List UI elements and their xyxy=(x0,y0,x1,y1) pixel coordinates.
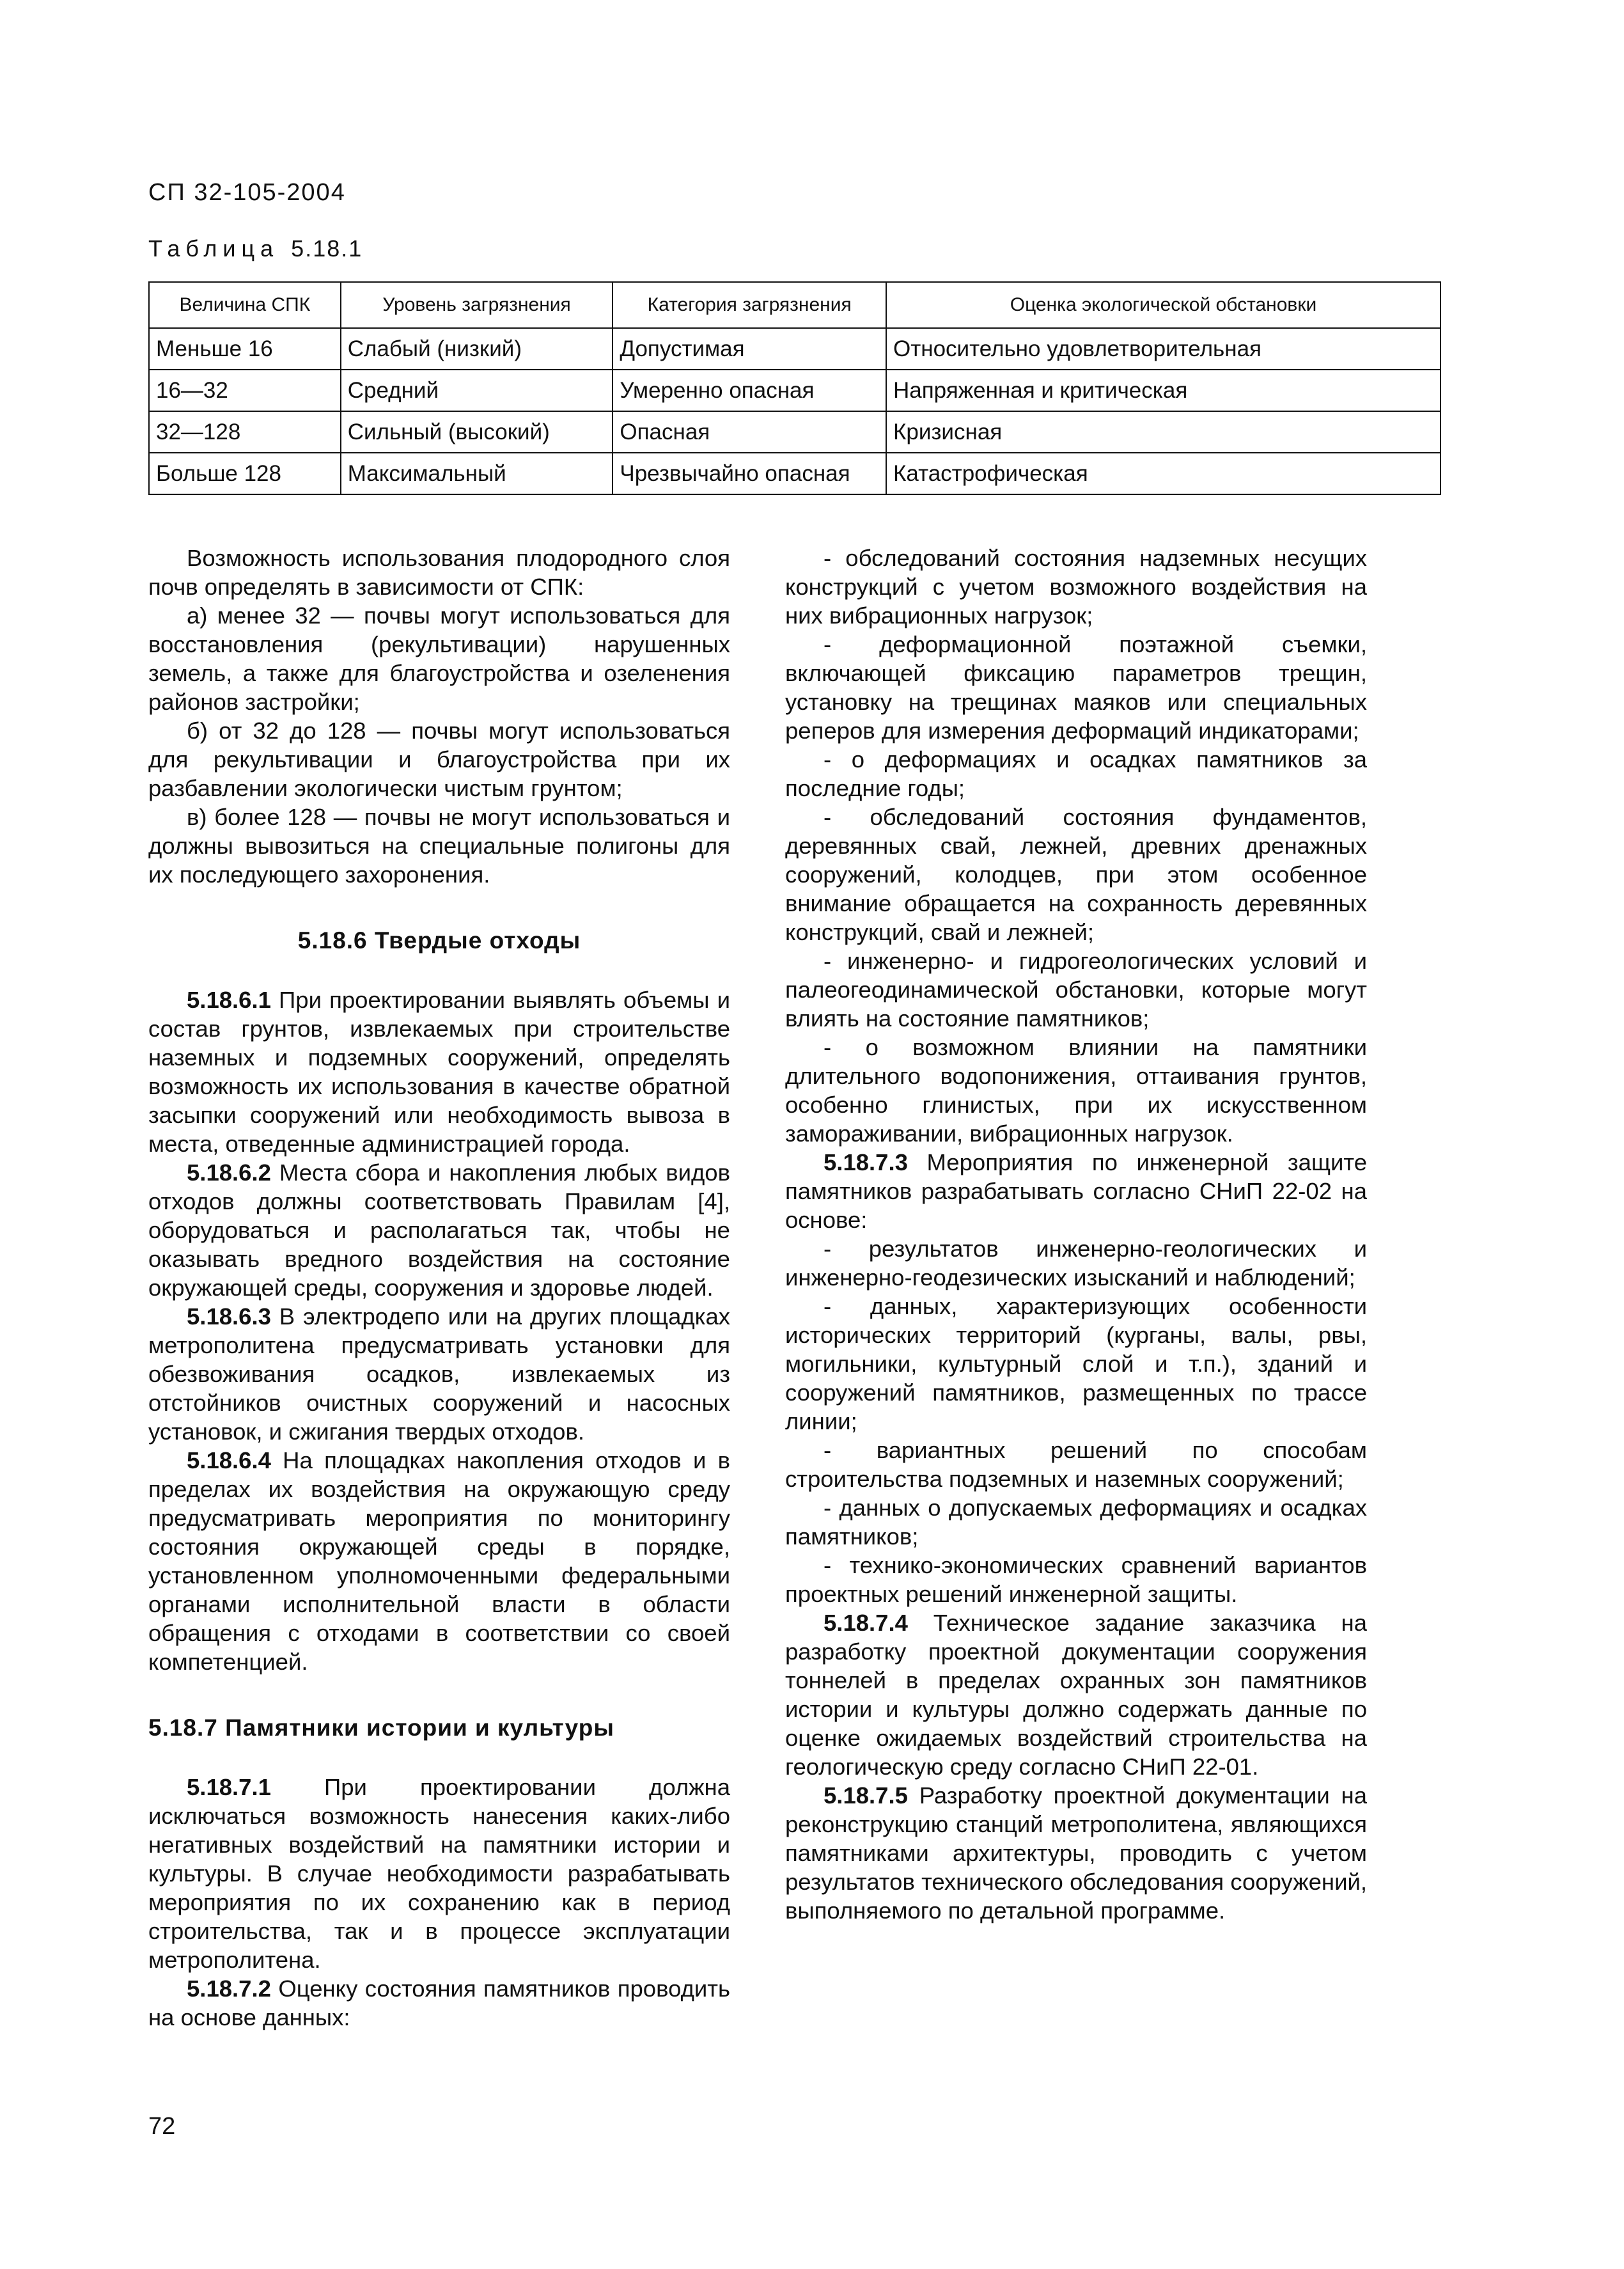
table-cell: Больше 128 xyxy=(149,453,341,494)
list-item: - данных, характеризующих особенности исторических территорий (курганы, валы, рвы, могильники, культурный слой и т.п.), зданий и сооружений памятников, размещенных по трассе линии; xyxy=(785,1293,1367,1434)
clause-text: При проектировании выявлять объемы и состав грунтов, извлекаемых при строительстве наземных и подземных сооружений, определять возможность их использования в качестве обратной засыпки сооружений или необходимость вывоза в места, отведенные администрацией города. xyxy=(148,987,730,1157)
list-item: - результатов инженерно-геологических и инженерно-геодезических изысканий и наблюдений; xyxy=(785,1236,1367,1291)
table-cell: Напряженная и критическая xyxy=(886,370,1441,411)
table-header-cell: Величина СПК xyxy=(149,282,341,328)
left-column xyxy=(148,544,730,2032)
list-item: - технико-экономических сравнений вариантов проектных решений инженерной защиты. xyxy=(785,1552,1367,1607)
clause-text: Разработку проектной документации на реконструкцию станций метрополитена, являющихся памятниками архитектуры, проводить с учетом результатов технического обследования сооружений, выполняемого по детальной программе. xyxy=(785,1782,1367,1924)
list-item: - о возможном влиянии на памятники длительного водопонижения, оттаивания грунтов, особенно глинистых, при их искусственном замораживании, вибрационных нагрузок. xyxy=(785,1034,1367,1147)
clause-number: 5.18.7.2 xyxy=(187,1975,271,2002)
clause-number: 5.18.6.3 xyxy=(187,1303,271,1330)
list-item: - инженерно- и гидрогеологических условий и палеогеодинамической обстановки, которые могут влиять на состояние памятников; xyxy=(785,948,1367,1032)
clause-text: Техническое задание заказчика на разработку проектной документации сооружения тоннелей в пределах охранных зон памятников истории и культуры должно содержать данные по оценке ожидаемых воздействий строительства на геологическую среду согласно СНиП 22-01. xyxy=(785,1610,1367,1780)
clause-5-18-7-3 xyxy=(785,1148,1367,1234)
table-header-cell: Категория загрязнения xyxy=(613,282,886,328)
table-row xyxy=(149,411,1441,453)
table-header-cell: Уровень загрязнения xyxy=(341,282,613,328)
clause-5-18-7-2 xyxy=(148,1974,730,2032)
pollution-table xyxy=(148,281,1441,495)
clause-number: 5.18.6.2 xyxy=(187,1159,271,1186)
table-cell: Чрезвычайно опасная xyxy=(613,453,886,494)
table-cell: Кризисная xyxy=(886,411,1441,453)
table-cell: Допустимая xyxy=(613,328,886,370)
clause-5-18-6-2 xyxy=(148,1158,730,1302)
clause-number: 5.18.7.3 xyxy=(824,1149,908,1175)
list-item: - вариантных решений по способам строительства подземных и наземных сооружений; xyxy=(785,1437,1367,1492)
table-cell: Средний xyxy=(341,370,613,411)
table-cell: Опасная xyxy=(613,411,886,453)
clause-text: Места сбора и накопления любых видов отходов должны соответствовать Правилам [4], оборудоваться и располагаться так, чтобы не оказывать вредного воздействия на состояние окружающей среды, сооружения и здоровье людей. xyxy=(148,1159,730,1301)
clause-number: 5.18.7.5 xyxy=(824,1782,908,1809)
list-item: - данных о допускаемых деформациях и осадках памятников; xyxy=(785,1495,1367,1550)
table-row xyxy=(149,453,1441,494)
list-item: - обследований состояния надземных несущих конструкций с учетом возможного воздействия на них вибрационных нагрузок; xyxy=(785,545,1367,629)
table-cell: Умеренно опасная xyxy=(613,370,886,411)
table-row xyxy=(149,370,1441,411)
table-header-row xyxy=(149,282,1441,328)
table-caption-word: Таблица xyxy=(148,235,279,262)
table-row xyxy=(149,328,1441,370)
table-cell: Слабый (низкий) xyxy=(341,328,613,370)
clause-5-18-6-1 xyxy=(148,985,730,1158)
table-cell: Сильный (высокий) xyxy=(341,411,613,453)
document-code: СП 32-105-2004 xyxy=(148,179,346,206)
page-number: 72 xyxy=(148,2113,176,2140)
paragraph-intro: Возможность использования плодородного слоя почв определять в зависимости от СПК: xyxy=(148,545,730,600)
table-cell: 32—128 xyxy=(149,411,341,453)
clause-5-18-6-4 xyxy=(148,1446,730,1676)
clause-5-18-6-3 xyxy=(148,1302,730,1446)
clause-5-18-7-4 xyxy=(785,1608,1367,1781)
clause-text: На площадках накопления отходов и в пределах их воздействия на окружающую среду предусматривать мероприятия по мониторингу состояния окружающей среды в порядке, установленном уполномоченными федеральными органами исполнительной власти в области обращения с отходами в соответствии со своей компетенцией. xyxy=(148,1447,730,1675)
clause-text: В электродепо или на других площадках метрополитена предусматривать установки для обезвоживания осадков, извлекаемых из отстойников очистных сооружений и насосных установок, и сжигания твердых отходов. xyxy=(148,1303,730,1445)
paragraph-item-b: б) от 32 до 128 — почвы могут использоваться для рекультивации и благоустройства при их разбавлении экологически чистым грунтом; xyxy=(148,718,730,801)
clause-5-18-7-5 xyxy=(785,1781,1367,1925)
table-cell: Катастрофическая xyxy=(886,453,1441,494)
table-cell: Относительно удовлетворительная xyxy=(886,328,1441,370)
table-cell: 16—32 xyxy=(149,370,341,411)
right-column xyxy=(785,544,1367,1925)
table-header-cell: Оценка экологической обстановки xyxy=(886,282,1441,328)
clause-number: 5.18.6.1 xyxy=(187,987,271,1013)
paragraph-item-c: в) более 128 — почвы не могут использоваться и должны вывозиться на специальные полигоны для их последующего захоронения. xyxy=(148,804,730,888)
table-caption-number: 5.18.1 xyxy=(291,235,363,262)
clause-text: При проектировании должна исключаться возможность нанесения каких-либо негативных воздействий на памятники истории и культуры. В случае необходимости разрабатывать мероприятия по их сохранению как в период строительства, так и в процессе эксплуатации метрополитена. xyxy=(148,1774,730,1973)
section-heading-5-18-7: 5.18.7 Памятники истории и культуры xyxy=(148,1715,614,1741)
list-item: - деформационной поэтажной съемки, включающей фиксацию параметров трещин, установку на трещинах маяков или специальных реперов для измерения деформаций индикаторами; xyxy=(785,631,1367,744)
clause-text: Мероприятия по инженерной защите памятников разрабатывать согласно СНиП 22-02 на основе: xyxy=(785,1149,1367,1233)
paragraph-item-a: а) менее 32 — почвы могут использоваться для восстановления (рекультивации) нарушенных земель, а также для благоустройства и озеленения районов застройки; xyxy=(148,602,730,715)
clause-number: 5.18.6.4 xyxy=(187,1447,271,1473)
clause-5-18-7-1 xyxy=(148,1773,730,1974)
list-item: - о деформациях и осадках памятников за последние годы; xyxy=(785,746,1367,801)
clause-text: Оценку состояния памятников проводить на основе данных: xyxy=(148,1975,730,2030)
table-cell: Меньше 16 xyxy=(149,328,341,370)
clause-number: 5.18.7.1 xyxy=(187,1774,271,1800)
list-item: - обследований состояния фундаментов, деревянных свай, лежней, древних дренажных сооружений, колодцев, при этом особенное внимание обращается на сохранность деревянных конструкций, свай и лежней; xyxy=(785,804,1367,945)
table-caption xyxy=(148,235,363,262)
table-cell: Максимальный xyxy=(341,453,613,494)
clause-number: 5.18.7.4 xyxy=(824,1610,908,1636)
section-heading-5-18-6: 5.18.6 Твердые отходы xyxy=(297,927,581,954)
